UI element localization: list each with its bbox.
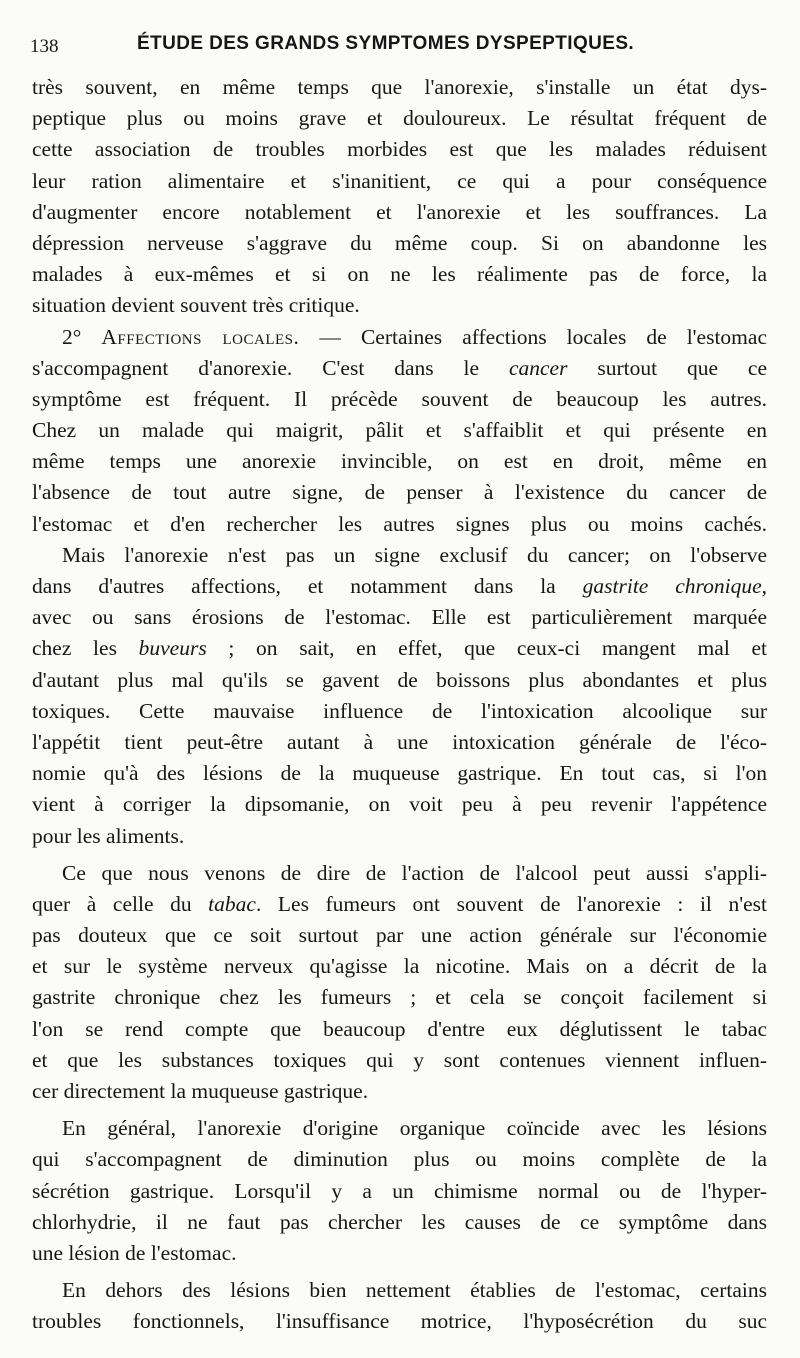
text-line: l'absence de tout autre signe, de penser à l'existence du cancer de xyxy=(32,480,767,505)
text-line: une lésion de l'estomac. xyxy=(32,1240,237,1265)
text-line: cer directement la muqueuse gastrique. xyxy=(32,1079,369,1103)
text-line: sécrétion gastrique. Lorsqu'il y a un chimisme normal ou de l'hyper- xyxy=(32,1178,767,1203)
text-line: troubles fonctionnels, l'insuffisance motrice, l'hyposécrétion du suc xyxy=(32,1309,767,1334)
text-line: toxiques. Cette mauvaise influence de l'intoxication alcoolique sur xyxy=(32,698,767,723)
text-line: cette association de troubles morbides est que les malades réduisent xyxy=(32,137,767,162)
text-line: qui s'accompagnent de diminution plus ou moins complète de la xyxy=(32,1147,767,1172)
italic-term: cancer xyxy=(508,355,568,380)
text-line: peptique plus ou moins grave et douloureux. Le résultat fréquent de xyxy=(32,106,767,131)
section-heading-line: 2° Affections locales. — Certaines affections locales de l'estomac xyxy=(62,324,767,349)
text-line: l'estomac et d'en rechercher les autres signes plus ou moins cachés. xyxy=(32,511,767,536)
text-line: l'on se rend compte que beaucoup d'entre eux déglutissent le tabac xyxy=(32,1016,767,1041)
text-line: d'autant plus mal qu'ils se gavent de boissons plus abondantes et plus xyxy=(32,667,767,692)
text-line: quer à celle du tabac. Les fumeurs ont souvent de l'anorexie : il n'est xyxy=(32,891,767,916)
page-number: 138 xyxy=(30,36,59,57)
text-line: Chez un malade qui maigrit, pâlit et s'affaiblit et qui présente en xyxy=(32,418,767,443)
text-line: symptôme est fréquent. Il précède souvent de beaucoup les autres. xyxy=(32,386,767,411)
text-line: avec ou sans érosions de l'estomac. Elle est particulièrement marquée xyxy=(32,605,767,630)
text-line: nomie qu'à des lésions de la muqueuse gastrique. En tout cas, si l'on xyxy=(32,761,767,786)
body-text xyxy=(32,72,767,1338)
text-line: très souvent, en même temps que l'anorexie, s'installe un état dys- xyxy=(32,75,767,99)
text-line: même temps une anorexie invincible, on est en droit, même en xyxy=(32,449,767,474)
text-line: s'accompagnent d'anorexie. C'est dans le cancer surtout que ce xyxy=(32,355,767,380)
text-line: malades à eux-mêmes et si on ne les réalimente pas de force, la xyxy=(32,262,767,287)
text-line: et sur le système nerveux qu'agisse la nicotine. Mais on a décrit de la xyxy=(32,954,767,979)
running-title: ÉTUDE DES GRANDS SYMPTOMES DYSPEPTIQUES. xyxy=(137,33,635,54)
text-line: gastrite chronique chez les fumeurs ; et cela se conçoit facilement si xyxy=(32,985,767,1010)
italic-term: tabac xyxy=(208,891,256,916)
text-line: Mais l'anorexie n'est pas un signe exclusif du cancer; on l'observe xyxy=(62,542,767,567)
text-line: dépression nerveuse s'aggrave du même coup. Si on abandonne les xyxy=(32,230,767,255)
italic-term: gastrite chronique xyxy=(582,574,762,598)
text-line: et que les substances toxiques qui y sont contenues viennent influen- xyxy=(32,1047,767,1072)
section-heading: Affections locales. xyxy=(101,324,300,349)
text-line: vient à corriger la dipsomanie, on voit peu à peu revenir l'appétence xyxy=(32,792,767,817)
text-line: l'appétit tient peut-être autant à une intoxication générale de l'éco- xyxy=(32,729,767,754)
text-line: chez les buveurs ; on sait, en effet, que ceux-ci mangent mal et xyxy=(32,636,767,661)
text-line: dans d'autres affections, et notamment dans la gastrite chronique, xyxy=(32,574,767,598)
text-line: pour les aliments. xyxy=(32,823,185,848)
text-line: d'augmenter encore notablement et l'anorexie et les souffrances. La xyxy=(32,199,767,224)
text-line: En général, l'anorexie d'origine organique coïncide avec les lésions xyxy=(62,1116,767,1141)
text-line: Ce que nous venons de dire de l'action de l'alcool peut aussi s'appli- xyxy=(62,860,767,885)
text-line: pas douteux que ce soit surtout par une action générale sur l'économie xyxy=(32,923,767,948)
text-line: En dehors des lésions bien nettement établies de l'estomac, certains xyxy=(62,1278,767,1303)
italic-term: buveurs xyxy=(138,636,207,661)
page-header xyxy=(30,30,770,60)
text-line: situation devient souvent très critique. xyxy=(32,293,360,318)
text-line: leur ration alimentaire et s'inanitient, ce qui a pour conséquence xyxy=(32,168,767,193)
text-line: chlorhydrie, il ne faut pas chercher les causes de ce symptôme dans xyxy=(32,1209,767,1234)
